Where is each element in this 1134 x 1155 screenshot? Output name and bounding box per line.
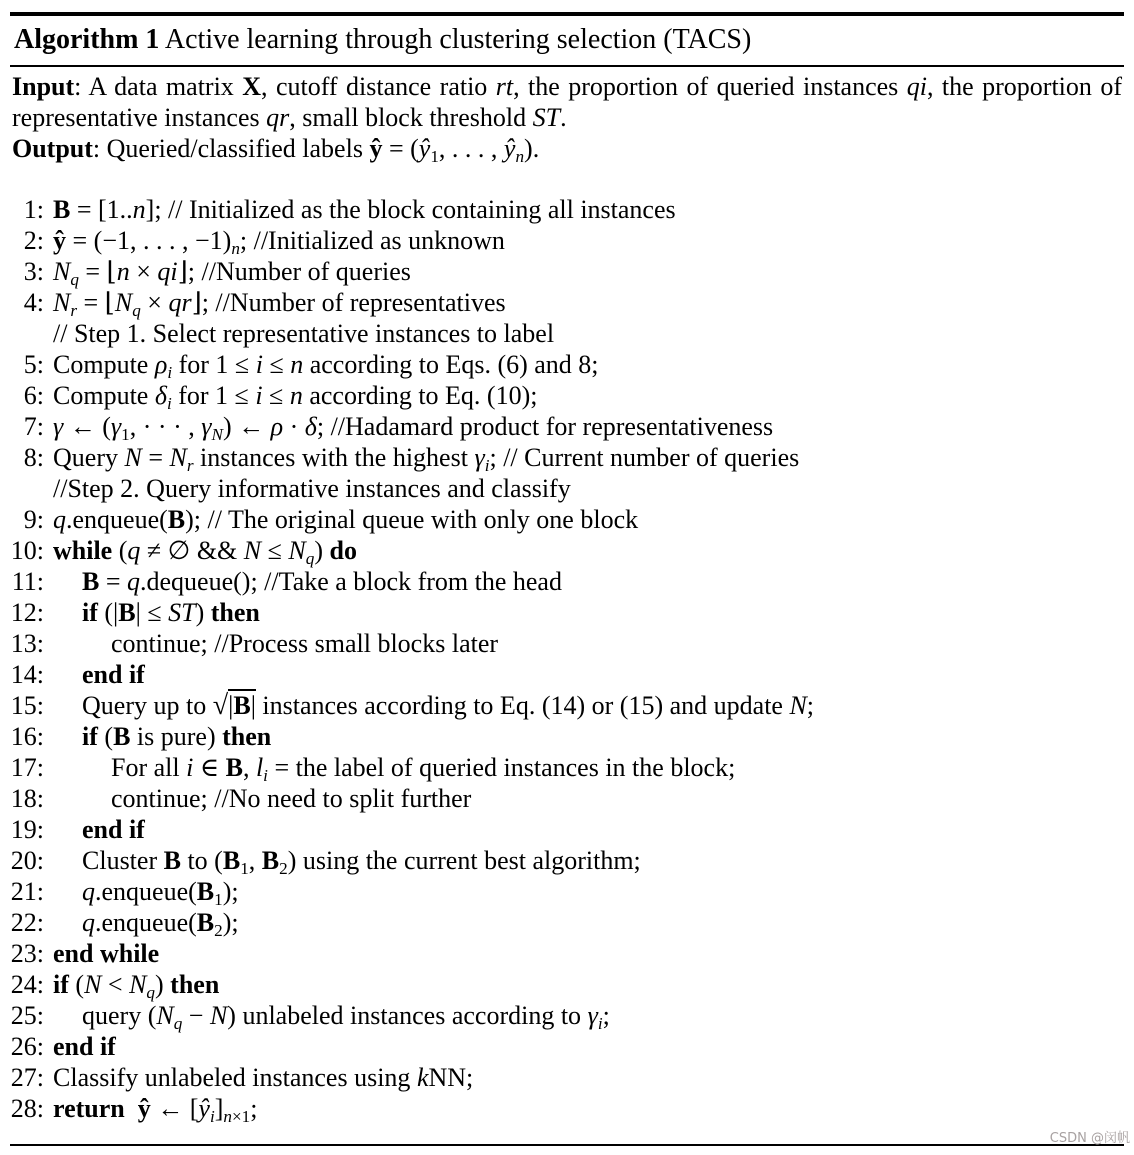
algorithm-line xyxy=(8,287,1126,318)
line-number: 1: xyxy=(23,194,44,224)
line-content: while (q ≠ ∅ && $N \le N_q$) do xyxy=(53,535,357,568)
line-content: $q.enqueue(B_2)$; xyxy=(82,907,239,940)
output-line: Output: Queried/classified labels ŷ = ($ŷ_1$, . . . , $ŷ_n$). xyxy=(12,134,540,166)
line-number: 12: xyxy=(10,597,44,627)
line-content: if $(N < N_q)$ then xyxy=(53,969,220,1002)
algorithm-caption xyxy=(0,16,1134,65)
algorithm-line xyxy=(8,349,1126,380)
line-content: For all i ∈ B, $l_i$ = the label of queried instances in the block; xyxy=(111,752,736,785)
algorithm-body xyxy=(0,194,1134,1124)
line-number: 17: xyxy=(10,752,44,782)
line-content: continue; //Process small blocks later xyxy=(111,628,499,658)
line-content: if (|B| ≤ ST) then xyxy=(82,597,260,627)
algorithm-line xyxy=(8,628,1126,659)
line-number: 25: xyxy=(10,1000,44,1030)
line-content: // Step 1. Select representative instances to label xyxy=(53,318,555,348)
line-number: 20: xyxy=(10,845,44,875)
algorithm-line xyxy=(8,1062,1126,1093)
line-content: γ ← ($\gamma_1$, · · · , $\gamma_N$) ← ρ · δ; //Hadamard product for representativeness xyxy=(53,411,774,444)
line-number: 14: xyxy=(10,659,44,689)
line-number: 21: xyxy=(10,876,44,906)
algorithm-title: Active learning through clustering selection (TACS) xyxy=(159,24,752,55)
algorithm-line xyxy=(8,969,1126,1000)
line-content: Query up to √|B| instances according to Eq. (14) or (15) and update N; xyxy=(82,689,815,721)
line-content: Classify unlabeled instances using kNN; xyxy=(53,1062,474,1092)
algorithm-label: Algorithm 1 xyxy=(14,24,160,55)
line-content: end if xyxy=(82,659,145,689)
line-number: 7: xyxy=(23,411,44,441)
line-number xyxy=(8,318,44,349)
line-content: B = [1..n]; // Initialized as the block containing all instances xyxy=(53,194,676,224)
line-content: query $(N_q - N)$ unlabeled instances according to $\gamma_i$; xyxy=(82,1000,610,1033)
line-number: 22: xyxy=(10,907,44,937)
algorithm-line xyxy=(8,690,1126,721)
line-content: ŷ = (−1, . . . , $-1)_n$; //Initialized as unknown xyxy=(53,225,505,258)
algorithm-line xyxy=(8,535,1126,566)
line-number: 16: xyxy=(10,721,44,751)
line-content: B = q.dequeue(); //Take a block from the head xyxy=(82,566,562,596)
algorithm-line xyxy=(8,876,1126,907)
io-section xyxy=(0,67,1134,172)
line-content: q.enqueue(B); // The original queue with only one block xyxy=(53,504,639,534)
algorithm-line xyxy=(8,721,1126,752)
line-content: $q.enqueue(B_1)$; xyxy=(82,876,239,909)
line-content: //Step 2. Query informative instances and classify xyxy=(53,473,571,503)
algorithm-line xyxy=(8,783,1126,814)
algorithm-line xyxy=(8,442,1126,473)
line-number: 24: xyxy=(10,969,44,999)
line-number: 28: xyxy=(10,1093,44,1123)
line-number: 10: xyxy=(10,535,44,565)
algorithm-line xyxy=(8,659,1126,690)
algorithm-line xyxy=(8,752,1126,783)
watermark-text: CSDN @闵帆 xyxy=(1049,1131,1130,1146)
algorithm-line xyxy=(8,318,1126,349)
line-number: 11: xyxy=(11,566,44,596)
line-content: Compute $\delta_i$ for 1 ≤ i ≤ n according to Eq. (10); xyxy=(53,380,538,413)
input-line: Input: A data matrix X, cutoff distance ratio rt, the proportion of queried instances qi, the proportion of representative instances qr, small block threshold ST. xyxy=(12,72,1123,132)
algorithm-line xyxy=(8,473,1126,504)
line-number: 15: xyxy=(10,690,44,720)
algorithm-line xyxy=(8,1093,1126,1124)
algorithm-line xyxy=(8,256,1126,287)
algorithm-line xyxy=(8,504,1126,535)
line-content: end while xyxy=(53,938,160,968)
algorithm-line xyxy=(8,566,1126,597)
algorithm-line xyxy=(8,938,1126,969)
line-number: 6: xyxy=(23,380,44,410)
line-number: 19: xyxy=(10,814,44,844)
algorithm-line xyxy=(8,597,1126,628)
line-content: Compute $\rho_i$ for 1 ≤ i ≤ n according to Eqs. (6) and 8; xyxy=(53,349,599,382)
algorithm-line xyxy=(8,1000,1126,1031)
line-number xyxy=(8,473,44,504)
line-content: end if xyxy=(53,1031,116,1061)
algorithm-line xyxy=(8,194,1126,225)
line-content: continue; //No need to split further xyxy=(111,783,472,813)
line-number: 5: xyxy=(23,349,44,379)
line-number: 2: xyxy=(23,225,44,255)
line-number: 13: xyxy=(10,628,44,658)
line-content: return ŷ ← $[ŷ_i]_{n\times 1}$; xyxy=(53,1093,258,1126)
line-content: Cluster B to ($B_1$, $B_2$) using the current best algorithm; xyxy=(82,845,641,878)
line-number: 23: xyxy=(10,938,44,968)
bottom-rule xyxy=(10,1144,1124,1146)
algorithm-line xyxy=(8,411,1126,442)
line-content: end if xyxy=(82,814,145,844)
line-number: 4: xyxy=(23,287,44,317)
line-number: 8: xyxy=(23,442,44,472)
line-content: if (B is pure) then xyxy=(82,721,272,751)
algorithm-line xyxy=(8,907,1126,938)
algorithm-line xyxy=(8,380,1126,411)
line-number: 26: xyxy=(10,1031,44,1061)
line-number: 18: xyxy=(10,783,44,813)
algorithm-line xyxy=(8,814,1126,845)
line-content: $N_r$ = $⌊N_q$ × qr⌋; //Number of representatives xyxy=(53,287,506,320)
line-content: Query $N = N_r$ instances with the highest $\gamma_i$; // Current number of queries xyxy=(53,442,800,475)
line-number: 3: xyxy=(23,256,44,286)
line-number: 9: xyxy=(23,504,44,534)
algorithm-line xyxy=(8,845,1126,876)
line-number: 27: xyxy=(10,1062,44,1092)
line-content: $N_q$ = ⌊n × qi⌋; //Number of queries xyxy=(53,256,411,289)
algorithm-line xyxy=(8,1031,1126,1062)
algorithm-line xyxy=(8,225,1126,256)
